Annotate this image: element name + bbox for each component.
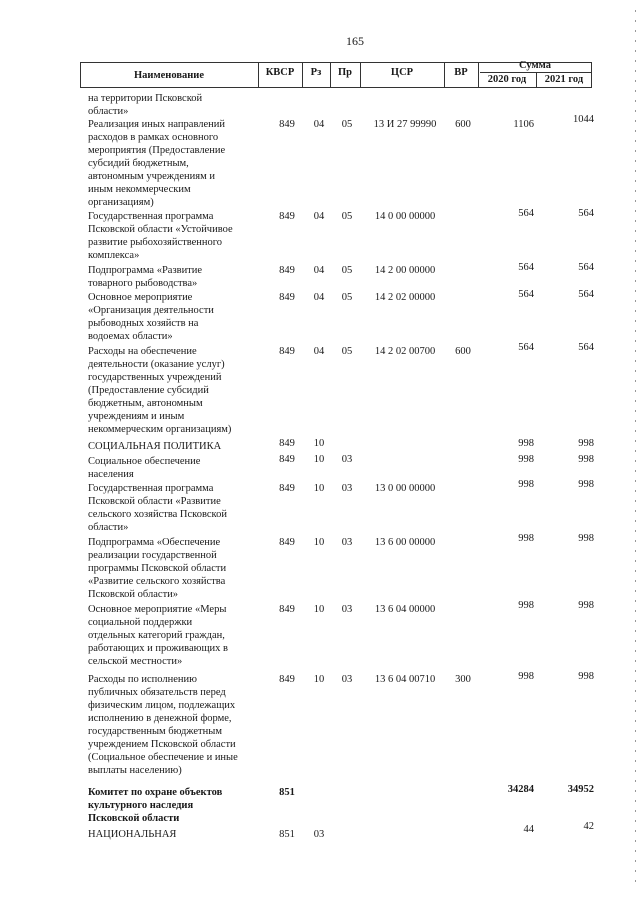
row-pr: 05 (341, 211, 353, 222)
header-sum: Сумма (519, 60, 551, 71)
row-csr: 13 6 04 00000 (374, 604, 436, 615)
header-2021: 2021 год (544, 74, 584, 85)
row-pr: 03 (341, 604, 353, 615)
row-name: Комитет по охране объектов культурного наследия Псковской области (88, 787, 223, 824)
row-name: НАЦИОНАЛЬНАЯ (88, 829, 177, 840)
row-sum-2021: 564 (578, 289, 594, 300)
row-pr: 03 (341, 454, 353, 465)
row-csr: 14 2 00 00000 (374, 265, 436, 276)
row-sum-2020: 998 (518, 479, 534, 490)
row-kvsr: 849 (279, 454, 295, 465)
row-sum-2021: 998 (578, 479, 594, 490)
row-pr: 05 (341, 265, 353, 276)
row-sum-2021: 34952 (567, 784, 594, 795)
row-kvsr: 849 (279, 292, 295, 303)
row-sum-2020: 564 (518, 342, 534, 353)
row-kvsr: 849 (279, 604, 295, 615)
header-kvsr: КВСР (265, 67, 295, 78)
row-vr: 600 (455, 119, 471, 130)
row-vr: 600 (455, 346, 471, 357)
row-kvsr: 851 (279, 829, 295, 840)
row-csr: 13 6 04 00710 (374, 674, 436, 685)
row-rz: 10 (313, 604, 325, 615)
row-sum-2021: 564 (578, 208, 594, 219)
row-kvsr: 849 (279, 346, 295, 357)
row-pr: 03 (341, 483, 353, 494)
row-rz: 10 (313, 483, 325, 494)
row-csr: 13 И 27 99990 (373, 119, 437, 130)
row-rz: 03 (313, 829, 325, 840)
row-sum-2020: 998 (518, 533, 534, 544)
row-csr: 14 2 02 00000 (374, 292, 436, 303)
row-name: Расходы по исполнению публичных обязательств перед физическим лицом, подлежащих исполнению в денежной форме, государственным бюджетным учреждением Псковской области (Социальное обеспечение и иные выплаты населению) (88, 674, 238, 776)
row-name: Подпрограмма «Развитие товарного рыбоводства» (88, 265, 203, 289)
row-pr: 05 (341, 119, 353, 130)
row-sum-2020: 564 (518, 262, 534, 273)
row-sum-2021: 998 (578, 454, 594, 465)
row-rz: 04 (313, 265, 325, 276)
row-sum-2021: 998 (578, 438, 594, 449)
row-kvsr: 849 (279, 674, 295, 685)
row-pr: 03 (341, 674, 353, 685)
row-rz: 10 (313, 438, 325, 449)
row-name: Подпрограмма «Обеспечение реализации государственной программы Псковской области «Развитие сельского хозяйства Псковской области» (88, 537, 227, 600)
row-sum-2021: 998 (578, 671, 594, 682)
header-csr: ЦСР (390, 67, 414, 78)
row-rz: 10 (313, 674, 325, 685)
row-kvsr: 849 (279, 483, 295, 494)
row-kvsr: 851 (279, 787, 295, 798)
header-bottom-rule (80, 87, 592, 88)
scan-edge-mark (635, 10, 636, 890)
row-pr: 05 (341, 292, 353, 303)
row-rz: 04 (313, 346, 325, 357)
row-name: Государственная программа Псковской области «Развитие сельского хозяйства Псковской области» (88, 483, 227, 533)
row-name: СОЦИАЛЬНАЯ ПОЛИТИКА (88, 441, 222, 452)
row-sum-2021: 42 (583, 821, 594, 832)
header-name: Наименование (134, 70, 204, 81)
row-sum-2021: 1044 (573, 114, 594, 125)
row-sum-2020: 44 (523, 824, 534, 835)
header-pr: Пр (337, 67, 352, 78)
header-2020: 2020 год (487, 74, 527, 85)
header-vr: ВР (454, 67, 468, 78)
row-name: Государственная программа Псковской области «Устойчивое развитие рыбохозяйственного комплекса» (88, 211, 233, 261)
row-vr: 300 (455, 674, 471, 685)
row-name: Расходы на обеспечение деятельности (оказание услуг) государственных учреждений (Предоставление субсидий бюджетным, автономным учреждениям и иным некоммерческим организациям) (88, 346, 232, 435)
row-csr: 13 0 00 00000 (374, 483, 436, 494)
row-sum-2021: 564 (578, 342, 594, 353)
row-sum-2021: 564 (578, 262, 594, 273)
header-rz: Рз (310, 67, 322, 78)
row-rz: 04 (313, 211, 325, 222)
row-name: на территории Псковской области» (88, 93, 203, 117)
row-name: Социальное обеспечение населения (88, 456, 201, 480)
row-csr: 13 6 00 00000 (374, 537, 436, 548)
row-sum-2020: 998 (518, 671, 534, 682)
row-sum-2020: 998 (518, 438, 534, 449)
row-sum-2020: 998 (518, 600, 534, 611)
row-rz: 04 (313, 292, 325, 303)
row-kvsr: 849 (279, 438, 295, 449)
row-sum-2020: 998 (518, 454, 534, 465)
row-sum-2020: 1106 (513, 119, 534, 130)
row-name: Реализация иных направлений расходов в рамках основного мероприятия (Предоставление субсидий бюджетным, автономным учреждениям и иным некоммерческим организациям) (88, 119, 226, 208)
table-header (80, 52, 592, 88)
row-sum-2020: 564 (518, 208, 534, 219)
row-sum-2020: 34284 (507, 784, 534, 795)
row-csr: 14 2 02 00700 (374, 346, 436, 357)
row-sum-2021: 998 (578, 533, 594, 544)
page-number: 165 (346, 34, 364, 48)
row-name: Основное мероприятие «Меры социальной поддержки отдельных категорий граждан, работающих и проживающих в сельской местности» (88, 604, 229, 667)
row-rz: 10 (313, 454, 325, 465)
row-kvsr: 849 (279, 119, 295, 130)
row-sum-2020: 564 (518, 289, 534, 300)
row-csr: 14 0 00 00000 (374, 211, 436, 222)
row-pr: 03 (341, 537, 353, 548)
row-rz: 04 (313, 119, 325, 130)
row-pr: 05 (341, 346, 353, 357)
row-kvsr: 849 (279, 211, 295, 222)
row-kvsr: 849 (279, 265, 295, 276)
row-rz: 10 (313, 537, 325, 548)
row-kvsr: 849 (279, 537, 295, 548)
row-name: Основное мероприятие «Организация деятельности рыбоводных хозяйств на водоемах области» (88, 292, 214, 342)
row-sum-2021: 998 (578, 600, 594, 611)
